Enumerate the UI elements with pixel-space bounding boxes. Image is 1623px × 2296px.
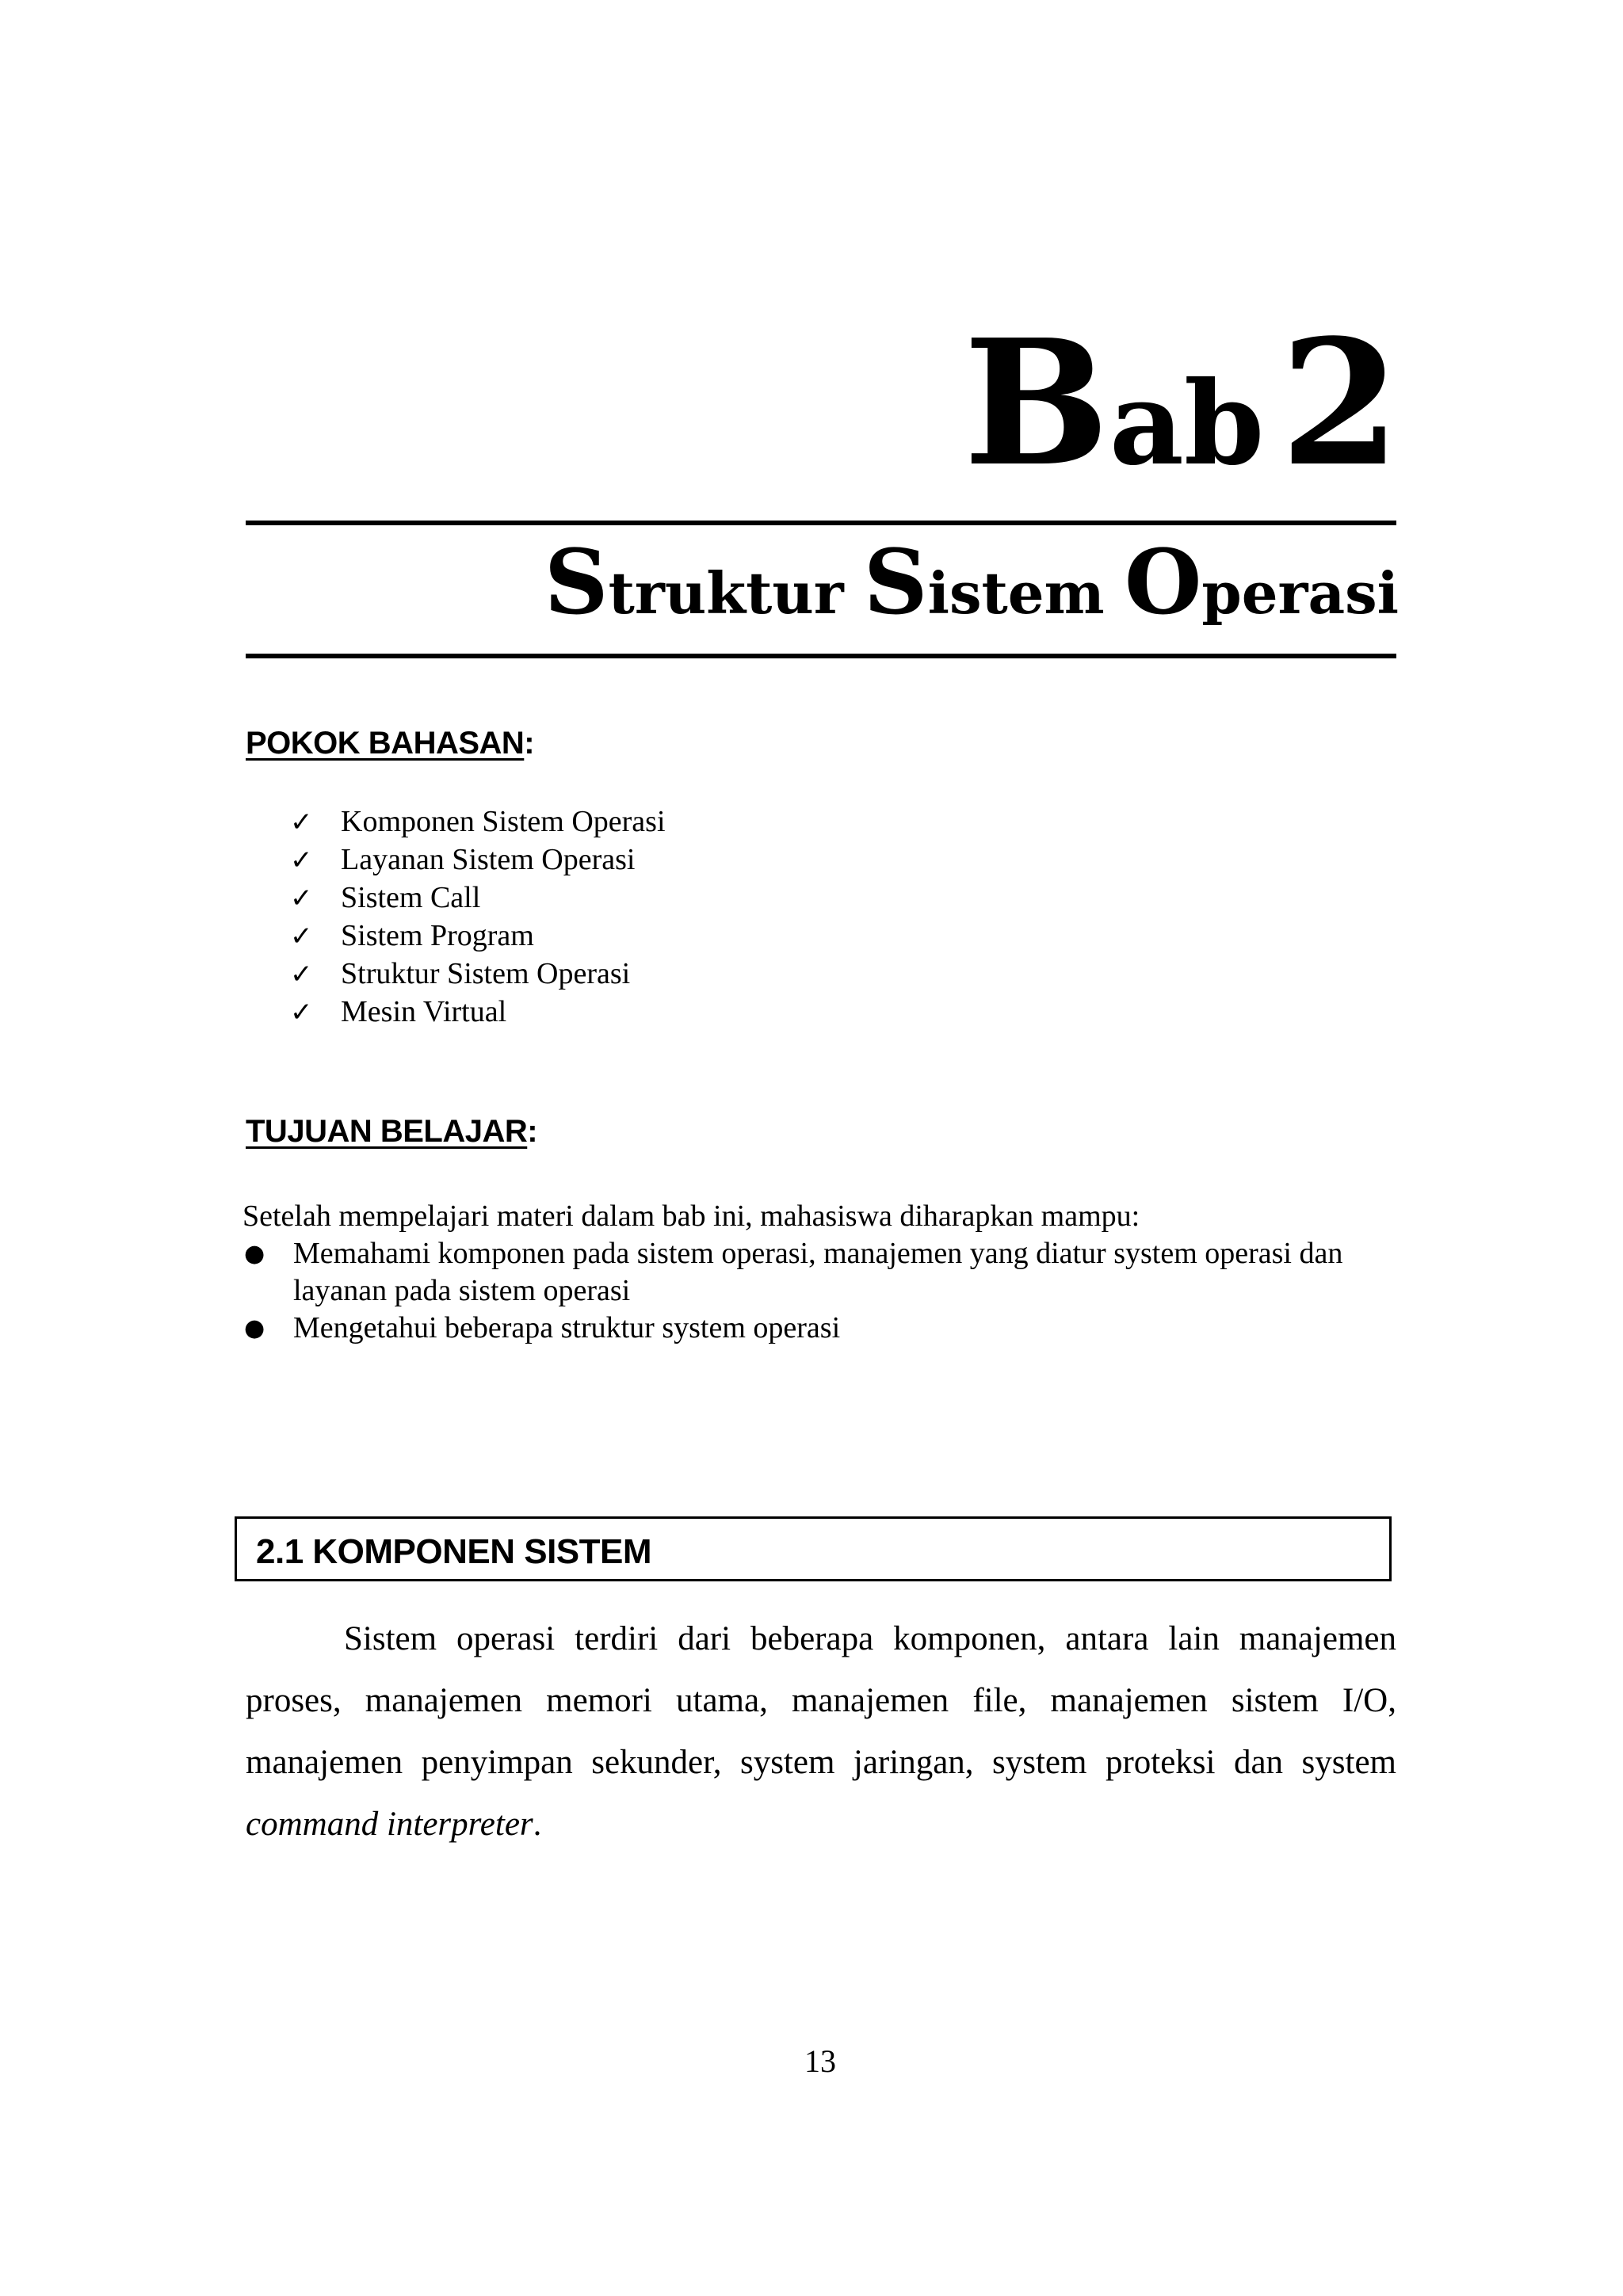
list-item-text: Layanan Sistem Operasi [341,843,636,876]
chapter-heading [963,302,1400,505]
chapter-number: 2 [1280,302,1400,505]
bullet-icon: ● [244,1314,265,1342]
tujuan-belajar-label-text: TUJUAN BELAJAR [246,1114,528,1149]
list-item [290,841,666,879]
check-icon: ✓ [290,921,313,952]
title-rule-top [246,521,1396,525]
chapter-word-rest: ab [1109,357,1265,491]
check-icon: ✓ [290,845,313,876]
list-item [290,955,666,994]
tujuan-belajar-colon: : [527,1114,538,1149]
pokok-bahasan-colon: : [524,726,535,761]
section-heading-box [235,1516,1392,1581]
check-icon: ✓ [290,959,313,990]
section-paragraph [246,1608,1396,1855]
list-item-text: Komponen Sistem Operasi [341,805,666,838]
list-item-text: Memahami komponen pada sistem operasi, manajemen yang diatur system operasi dan layanan pada sistem operasi [293,1237,1343,1307]
pokok-bahasan-label-text: POKOK BAHASAN [246,726,525,761]
check-icon: ✓ [290,997,313,1028]
check-icon: ✓ [290,807,313,838]
list-item [238,1310,1395,1347]
tujuan-belajar-intro: Setelah mempelajari materi dalam bab ini, mahasiswa diharapkan mampu: [242,1199,1140,1233]
title-rule-bottom [246,654,1396,658]
list-item [238,1235,1395,1310]
title-word1-rest: truktur [608,559,844,627]
list-item-text: Sistem Program [341,919,534,952]
list-item-text: Sistem Call [341,881,481,914]
check-icon: ✓ [290,883,313,914]
tujuan-belajar-label [246,1116,537,1147]
list-item-text: Mesin Virtual [341,995,507,1028]
title-word3-rest: perasi [1201,559,1399,627]
section-heading: 2.1 KOMPONEN SISTEM [256,1532,652,1571]
paragraph-italic-term: command interpreter [246,1806,533,1843]
list-item-text: Struktur Sistem Operasi [341,957,631,990]
pokok-bahasan-list [290,803,666,1032]
paragraph-text: Sistem operasi terdiri dari beberapa komponen, antara lain manajemen proses, manajemen memori utama, manajemen file, manajemen sistem I/O, manajemen penyimpan sekunder, system jaringan, system proteksi dan system [246,1620,1396,1781]
chapter-title [544,531,1399,635]
list-item-text: Mengetahui beberapa struktur system operasi [293,1311,841,1344]
list-item [290,879,666,917]
title-word2-rest: istem [927,559,1105,627]
pokok-bahasan-label [246,727,534,759]
paragraph-end: . [533,1806,542,1843]
list-item [290,917,666,955]
title-word3-cap: O [1124,531,1202,635]
page-number: 13 [804,2043,836,2079]
bullet-icon: ● [244,1240,265,1268]
title-word1-cap: S [544,531,609,635]
list-item [290,994,666,1032]
tujuan-belajar-list [238,1235,1395,1347]
list-item [290,803,666,841]
chapter-word-initial: B [963,302,1109,505]
title-word2-cap: S [863,531,928,635]
